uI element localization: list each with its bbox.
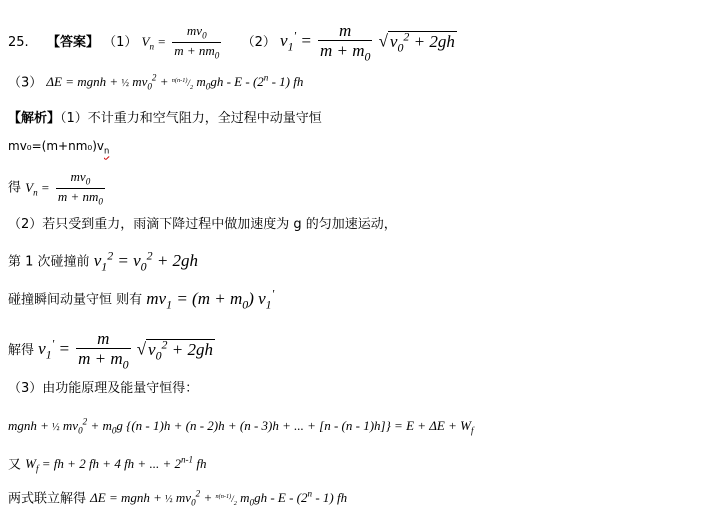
analysis-part1: （1）不计重力和空气阻力，全过程中动量守恒	[60, 111, 322, 126]
solve-fraction: $\frac{m}{m + m_0}$	[78, 329, 129, 372]
first-collision-line	[8, 250, 198, 273]
collision-text: 碰撞瞬间动量守恒 则有	[8, 292, 143, 308]
answer-line	[8, 22, 457, 63]
vn-result-fraction: $\frac{mv_0}{m + nm_0}$	[57, 169, 103, 207]
delta-e-expr: ΔE = mgnh + ½ $mv_0^2 + ^{n(n-1)}/_2$ $m_0gh$ - E - (2$^n$ - 1) fh	[46, 73, 304, 92]
v1-fraction: $\frac{m}{m + m_0}$	[319, 21, 371, 64]
part2-text-line	[8, 218, 397, 231]
wf-line	[8, 456, 206, 474]
question-number: 25.	[8, 35, 29, 51]
collision-eq: $mv_1 = (m + m_0)$ $v_1'$	[146, 286, 275, 312]
part3-text: （3）由功能原理及能量守恒得：	[8, 381, 199, 396]
de-prefix: 得	[8, 180, 22, 196]
part2-label: （2）	[241, 35, 276, 51]
answer-part3-line	[8, 74, 303, 92]
part2-text: （2）若只受到重力，雨滴下降过程中做加速度为 g 的匀加速运动，	[8, 217, 397, 232]
momentum-eq: mv₀=(m+nm₀)v	[8, 139, 104, 153]
part3-text-line	[8, 382, 198, 395]
solve-sqrt: √ $v_0^2 + 2gh$	[136, 337, 213, 363]
final-eq: ΔE = mgnh + ½ $mv_0^2 + ^{n(n-1)}/_2$ $m_0gh$ - E - (2$^n$ - 1) fh	[90, 489, 348, 508]
v1-prime-eq: $v_1'$ =	[280, 28, 312, 54]
final-line	[8, 490, 347, 508]
wf-eq: $W_f$ = fh + 2 fh + 4 fh + ... + $2^{n-1}$ fh	[25, 455, 207, 474]
solve-line	[8, 330, 215, 371]
part1-label: （1）	[103, 35, 138, 51]
collision-line	[8, 288, 274, 311]
final-prefix: 两式联立解得	[8, 491, 87, 507]
vn-result-line	[8, 170, 107, 206]
sqrt-expr: √ $v_0^2 + 2gh$	[378, 29, 455, 55]
vn-label: $V_n$ =	[25, 179, 50, 198]
analysis-line	[8, 112, 322, 125]
part3-label: （3）	[8, 75, 43, 91]
solve-prefix: 解得	[8, 343, 35, 359]
first-collision-text: 第 1 次碰撞前	[8, 254, 90, 270]
solve-v1-prime: $v_1'$ =	[38, 336, 70, 362]
vn-fraction: $\frac{mv_0}{m + nm_0}$	[174, 23, 220, 61]
momentum-eq-sub: n	[103, 145, 110, 156]
v1-squared-eq: $v_1^2 = v_0^2 + 2gh$	[93, 248, 199, 274]
energy-eq-line	[8, 418, 473, 436]
vn-eq: $V_n$ =	[141, 34, 167, 52]
wf-prefix: 又	[8, 457, 22, 473]
momentum-line	[8, 140, 109, 155]
energy-eq: mgnh + ½ $mv_0^2 + m_0g$ {(n - 1)h + (n - 2)h + (n - 3)h + ... + $[n - (n - 1)h]\} = E + \Delta E + W_f$	[8, 417, 474, 436]
analysis-label: 【解析】	[8, 111, 61, 126]
answer-label: 【答案】	[46, 35, 99, 51]
